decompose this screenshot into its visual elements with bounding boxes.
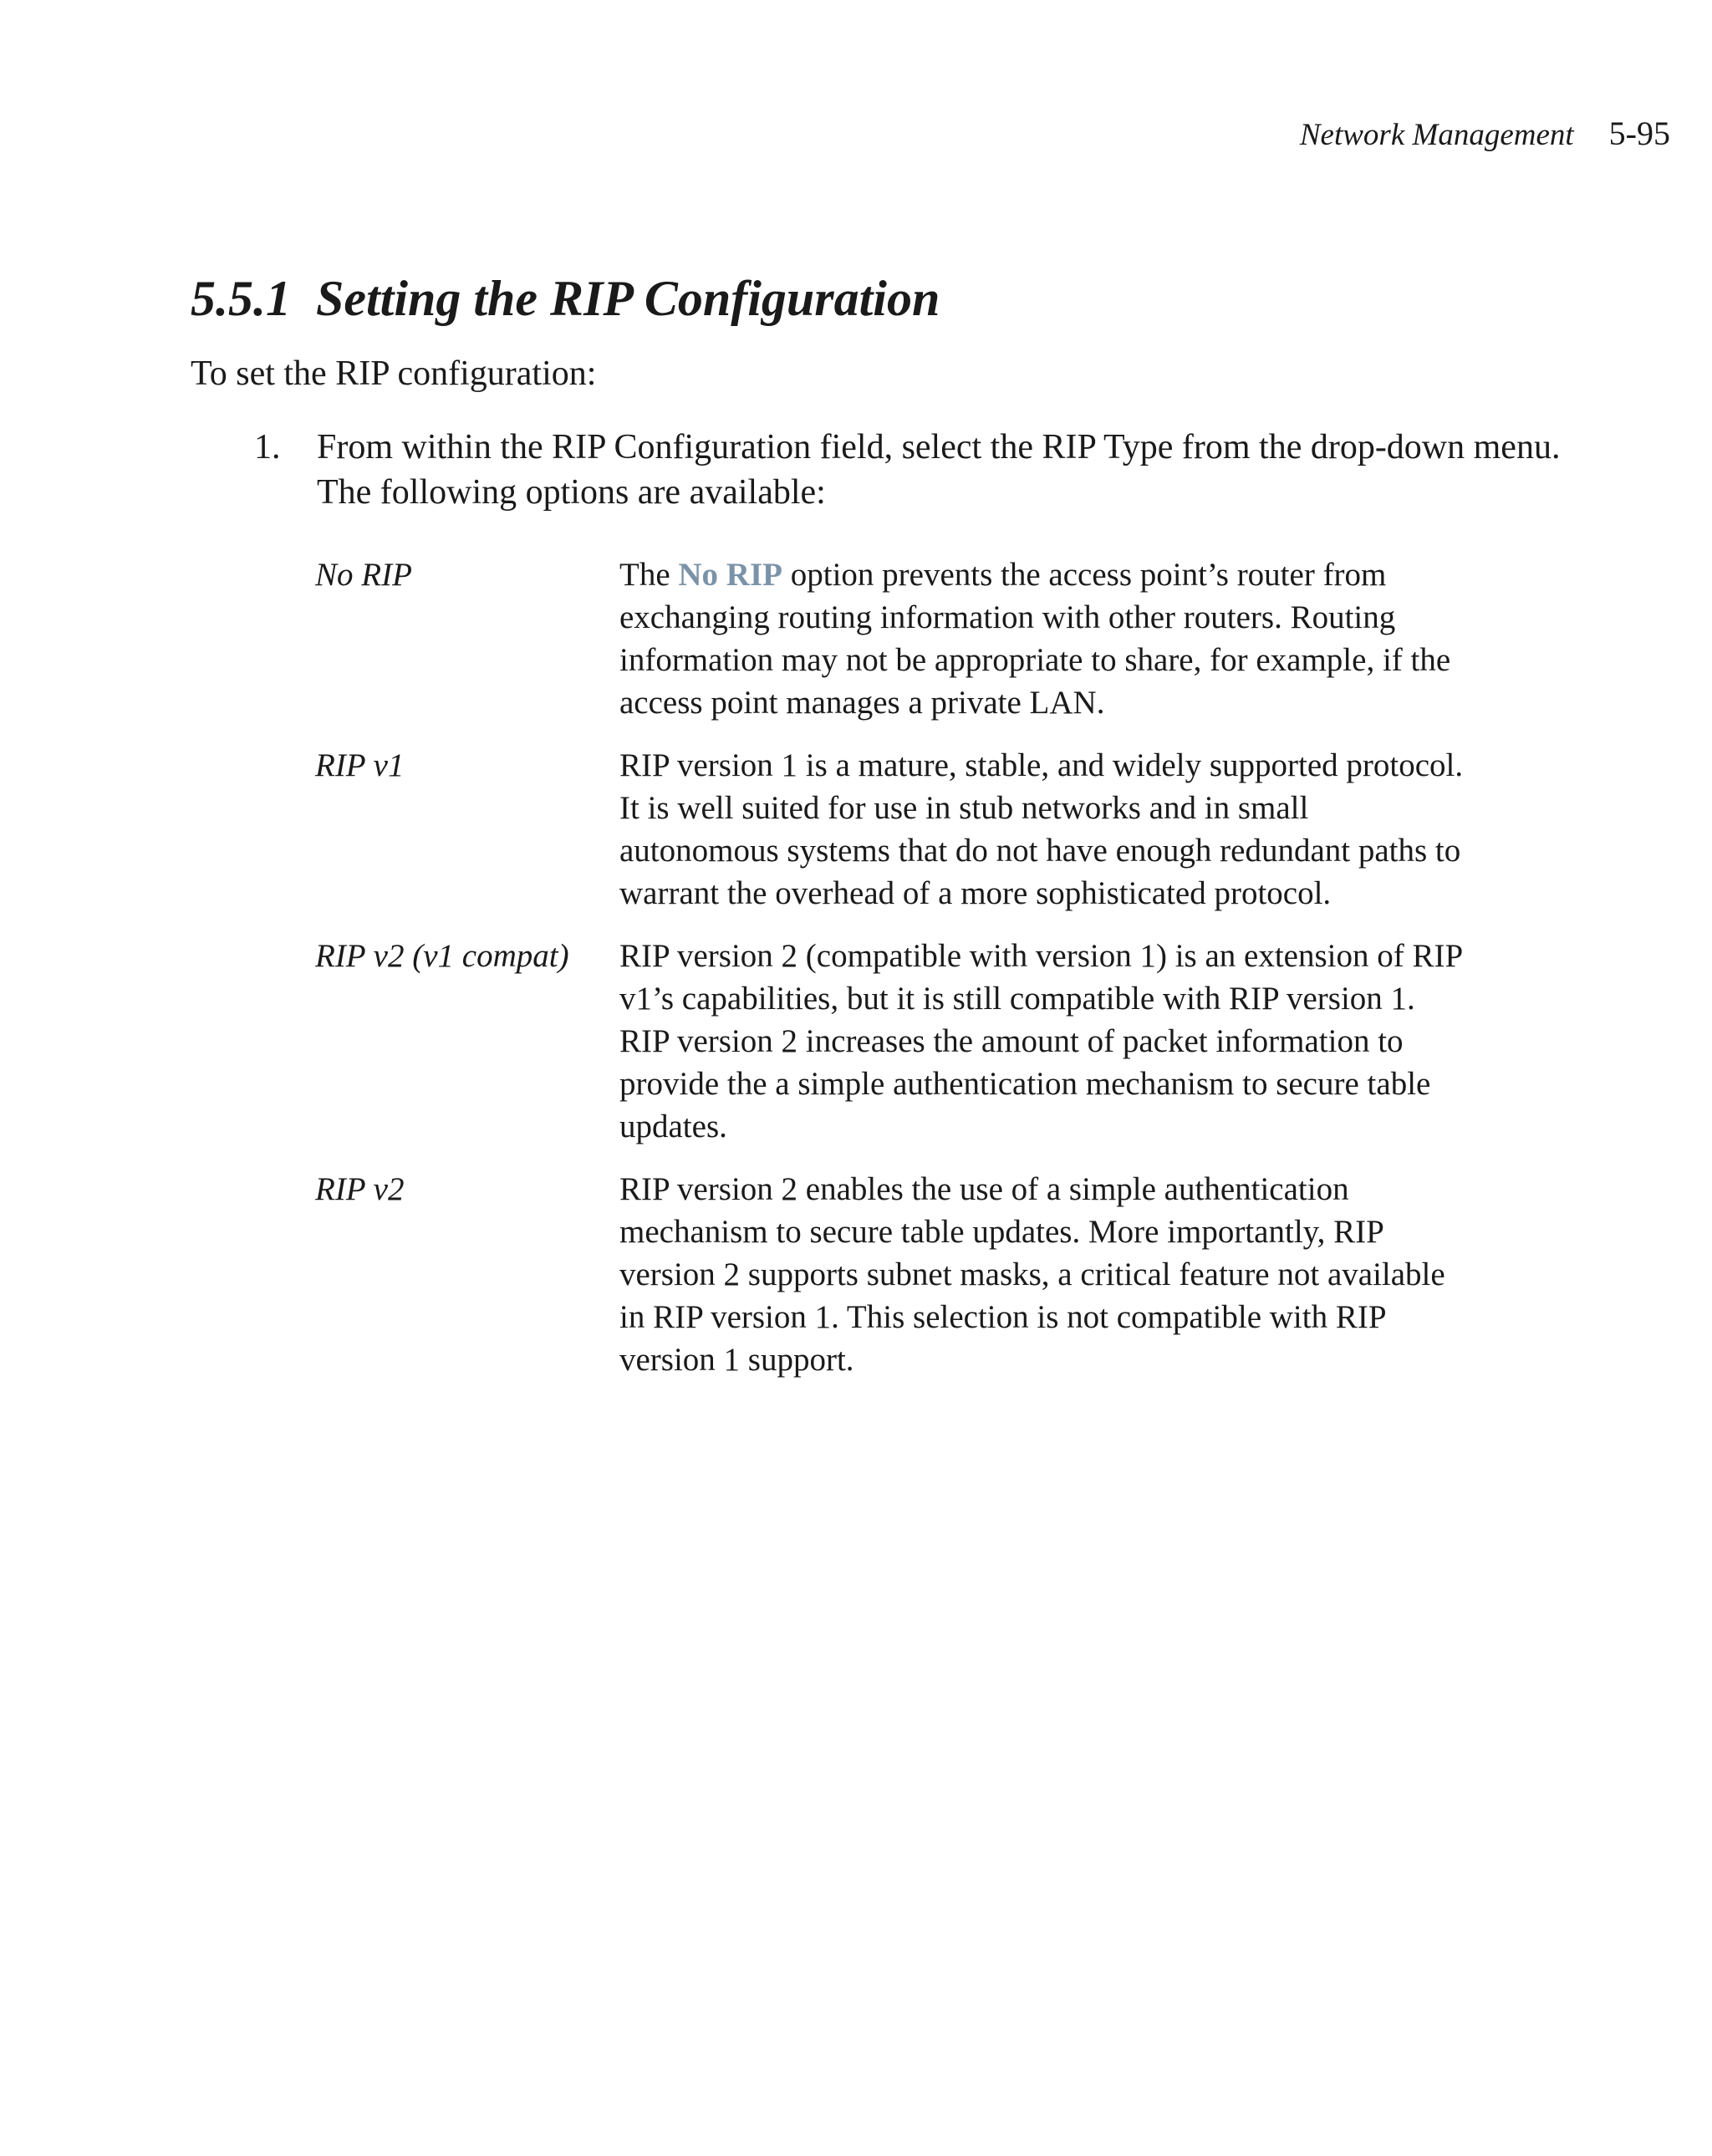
option-rip-v2 bbox=[315, 1168, 1469, 1381]
rip-options-list bbox=[315, 553, 1469, 1401]
step-text: From within the RIP Configuration field, select the RIP Type from the drop-down menu. The following options are available: bbox=[317, 428, 1561, 512]
desc-rest: option prevents the access point’s router from exchanging routing information with other routers. Routing information may not be appropriate to share, for example, if the access point manages a private LAN. bbox=[619, 557, 1451, 721]
step-1 bbox=[191, 425, 1612, 515]
section-number: 5.5.1 bbox=[191, 271, 291, 326]
option-rip-v2-v1-compat bbox=[315, 935, 1469, 1148]
desc-prefix: The bbox=[619, 557, 679, 593]
option-rip-v1 bbox=[315, 744, 1469, 915]
running-header bbox=[1300, 115, 1670, 154]
option-term: RIP v2 (v1 compat) bbox=[315, 938, 569, 974]
option-description: RIP version 2 (compatible with version 1) is an extension of RIP v1’s capabilities, but it is still compatible with RIP version 1. RIP version 2 increases the amount of packet information to provide the a simple authentication mechanism to secure table updates. bbox=[619, 938, 1462, 1144]
option-term: RIP v2 bbox=[315, 1171, 405, 1207]
step-number: 1. bbox=[254, 428, 281, 466]
highlighted-term: No RIP bbox=[678, 557, 782, 593]
option-term: No RIP bbox=[315, 557, 412, 593]
section-heading bbox=[191, 269, 940, 328]
header-section-name: Network Management bbox=[1299, 118, 1574, 152]
option-description bbox=[619, 553, 1464, 724]
page-number: 5-95 bbox=[1608, 115, 1670, 152]
option-description: RIP version 1 is a mature, stable, and widely supported protocol. It is well suited for use in stub networks and in small autonomous systems that do not have enough redundant paths to warrant the overhead of a more sophisticated protocol. bbox=[619, 747, 1464, 911]
option-term: RIP v1 bbox=[315, 747, 405, 783]
option-no-rip bbox=[315, 553, 1469, 724]
intro-text: To set the RIP configuration: bbox=[191, 354, 597, 393]
section-title: Setting the RIP Configuration bbox=[316, 271, 940, 326]
option-description: RIP version 2 enables the use of a simple authentication mechanism to secure table updates. More importantly, RIP version 2 supports subnet masks, a critical feature not available in RIP version 1. This selection is not compatible with RIP version 1 support. bbox=[619, 1171, 1445, 1378]
